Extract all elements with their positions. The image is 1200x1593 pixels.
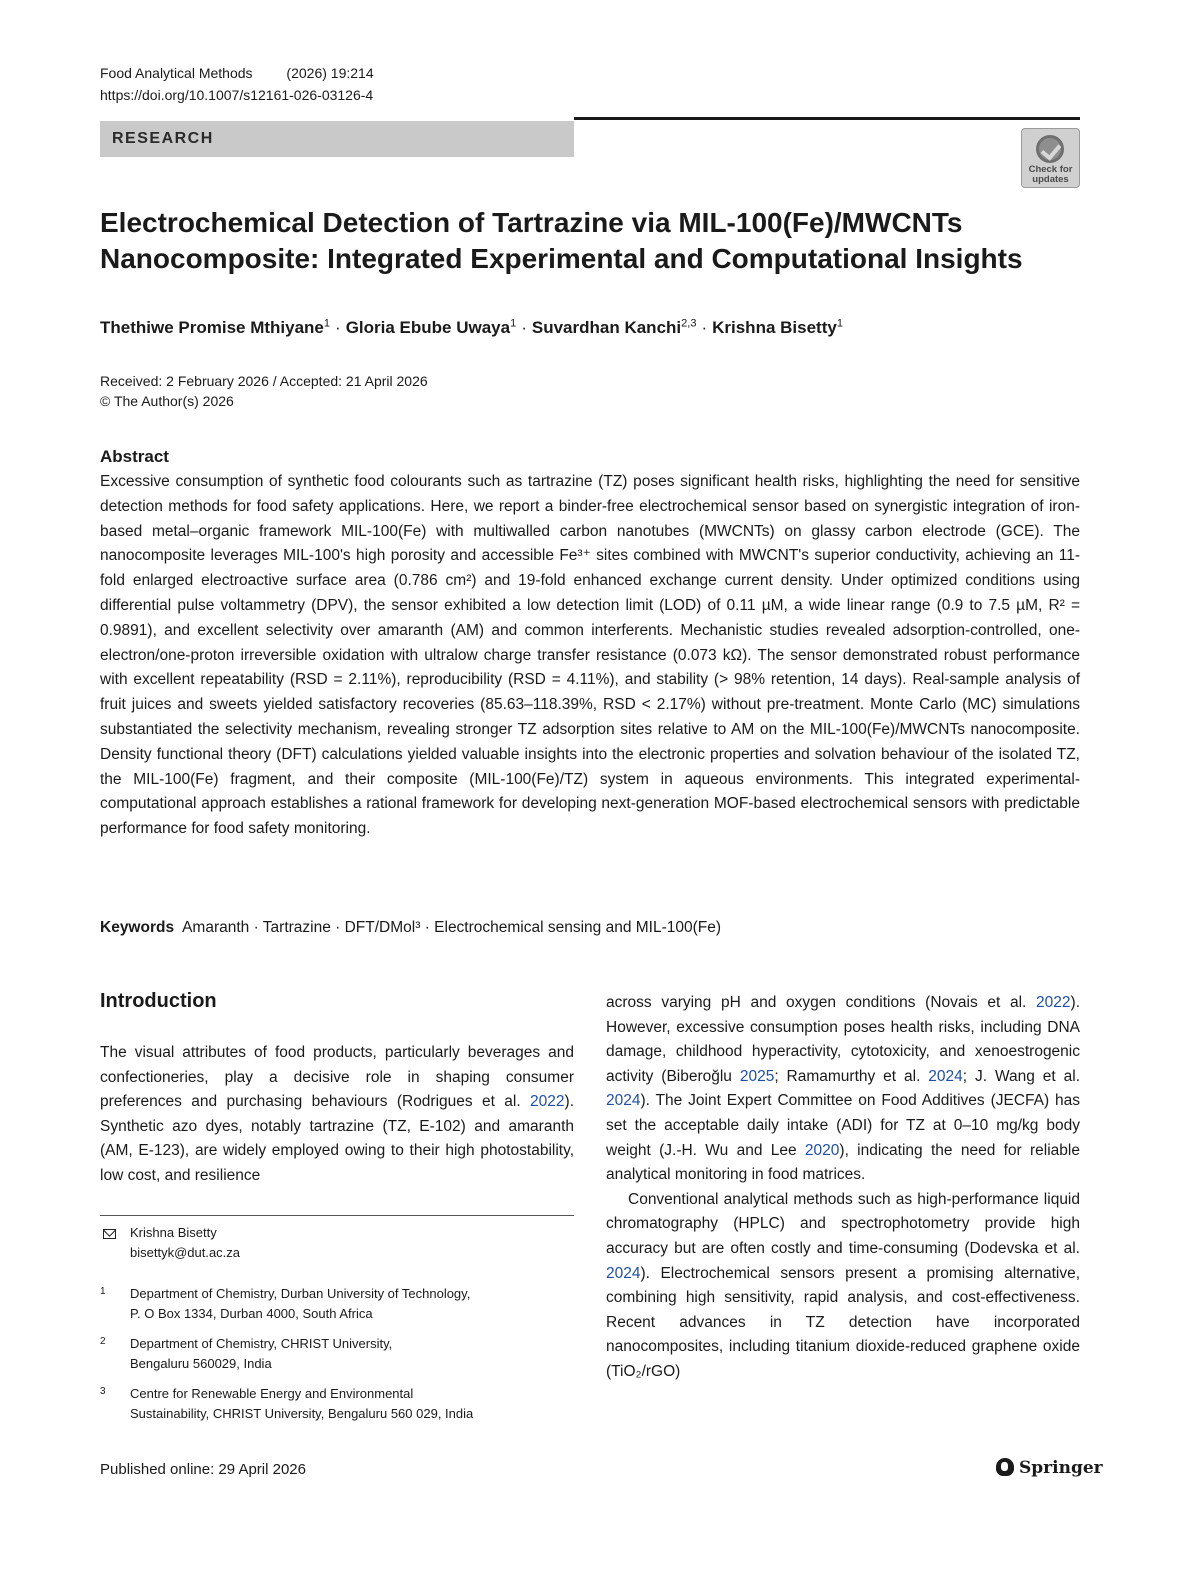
check-for-updates-badge[interactable] bbox=[1021, 128, 1080, 188]
citation-link[interactable]: 2020 bbox=[804, 1141, 840, 1159]
check-icon bbox=[1036, 135, 1064, 163]
journal-name: Food Analytical Methods bbox=[100, 65, 253, 81]
footnote-rule bbox=[100, 1215, 574, 1216]
affiliation-line: Sustainability, CHRIST University, Bengaluru 560 029, India bbox=[130, 1406, 474, 1421]
published-online: Published online: 29 April 2026 bbox=[100, 1461, 306, 1478]
title-line-1: Electrochemical Detection of Tartrazine via MIL-100(Fe)/MWCNTs bbox=[100, 207, 963, 238]
affiliation-line: Bengaluru 560029, India bbox=[130, 1356, 272, 1371]
author-3[interactable]: Suvardhan Kanchi$^{2,3}$ bbox=[531, 317, 697, 337]
paper-title bbox=[100, 205, 1080, 277]
intro-text: ). Synthetic azo dyes, notably tartrazine (TZ, E-102) and amaranth (AM, E-123), are widely employed owing to their high photostability, low cost, and resilience bbox=[100, 1093, 574, 1184]
doi-link[interactable]: https://doi.org/10.1007/s12161-026-03126-4 bbox=[100, 87, 374, 103]
author-4[interactable]: Krishna Bisetty$^1$ bbox=[712, 317, 843, 337]
affiliation-2 bbox=[100, 1334, 574, 1374]
affiliation-line: Centre for Renewable Energy and Environmental bbox=[130, 1386, 414, 1401]
publisher-logo bbox=[996, 1458, 1103, 1478]
affiliation-1 bbox=[100, 1284, 574, 1324]
corresponding-email[interactable]: bisettyk@dut.ac.za bbox=[130, 1245, 241, 1260]
check-updates-label: Check for updates bbox=[1028, 164, 1073, 185]
citation-link[interactable]: 2025 bbox=[739, 1067, 775, 1085]
author-separator: · bbox=[701, 317, 708, 337]
intro-text: The visual attributes of food products, particularly beverages and confectioneries, play a decisive role in shaping consumer preferences and purchasing behaviours (Rodrigues et al. bbox=[100, 1044, 574, 1111]
intro-paragraph: across varying pH and oxygen conditions (Novais et al. 2022). However, excessive consumption poses health risks, including DNA damage, childhood hyperactivity, cytotoxicity, and xenoestrogenic activity (Biberoğlu 2025; Ramamurthy et al. 2024; J. Wang et al. 2024). The Joint Expert Committee on Food Additives (JECFA) has set the acceptable daily intake (ADI) for TZ at 0–10 mg/kg body weight (J.-H. Wu and Lee 2020), indicating the need for reliable analytical monitoring in food matrices. bbox=[606, 994, 1080, 1184]
affiliation-line: P. O Box 1334, Durban 4000, South Africa bbox=[130, 1306, 373, 1321]
title-line-2: Nanocomposite: Integrated Experimental and Computational Insights bbox=[100, 243, 1023, 274]
abstract-text: Excessive consumption of synthetic food colourants such as tartrazine (TZ) poses significant health risks, highlighting the need for sensitive detection methods for food safety applications. Here, we report a binder-free electrochemical sensor based on synergistic integration of iron-based metal–organic framework MIL-100(Fe) with multiwalled carbon nanotubes (MWCNTs) on glassy carbon electrode (GCE). The nanocomposite leverages MIL-100's high porosity and accessible Fe³⁺ sites combined with MWCNT's superior conductivity, achieving an 11-fold enlarged electroactive surface area (0.786 cm²) and 19-fold enhanced exchange current density. Under optimized conditions using differential pulse voltammetry (DPV), the sensor exhibited a low detection limit (LOD) of 0.11 µM, a wide linear range (0.9 to 7.5 µM, R² = 0.9891), and excellent selectivity over amaranth (AM) and common interferents. Mechanistic studies revealed adsorption-controlled, one-electron/one-proton irreversible oxidation with ultralow charge transfer resistance (0.073 kΩ). The sensor demonstrated robust performance with excellent repeatability (RSD = 2.11%), reproducibility (RSD = 4.11%), and stability (> 98% retention, 14 days). Real-sample analysis of fruit juices and sweets yielded satisfactory recoveries (85.63–118.39%, RSD < 2.17%) without pre-treatment. Monte Carlo (MC) simulations substantiated the selectivity mechanism, revealing stronger TZ adsorption sites relative to AM on the MIL-100(Fe)/MWCNTs nanocomposite. Density functional theory (DFT) calculations yielded valuable insights into the electronic properties and solvation behaviour of the isolated TZ, the MIL-100(Fe) fragment, and their composite (MIL-100(Fe)/TZ) system in aqueous environments. This integrated experimental-computational approach establishes a rational framework for developing next-generation MOF-based electrochemical sensors with predictable performance for food safety monitoring. bbox=[100, 473, 1080, 838]
intro-paragraph: Conventional analytical methods such as high-performance liquid chromatography (HPLC) and spectrophotometry provide high accuracy but are often costly and time-consuming (Dodevska et al. 2024). Electrochemical sensors present a promising alternative, combining high sensitivity, rapid analysis, and cost-effectiveness. Recent advances in TZ detection have incorporated nanocomposites, including titanium dioxide-reduced graphene oxide (TiO₂/rGO) bbox=[606, 1190, 1080, 1380]
keywords-label: Keywords bbox=[100, 919, 175, 936]
journal-volume: (2026) 19:214 bbox=[286, 65, 374, 81]
author-list bbox=[100, 311, 1080, 340]
introduction-heading: Introduction bbox=[100, 990, 217, 1012]
keywords-list: Amaranth · Tartrazine · DFT/DMol³ · Electrochemical sensing and MIL-100(Fe) bbox=[182, 919, 722, 936]
abstract-heading: Abstract bbox=[100, 447, 169, 466]
journal-citation bbox=[100, 63, 374, 84]
author-separator: · bbox=[335, 317, 341, 337]
intro-right-column bbox=[606, 991, 1080, 1385]
citation-link[interactable]: 2024 bbox=[606, 1264, 641, 1282]
received-accepted: Received: 2 February 2026 / Accepted: 21 April 2026 bbox=[100, 373, 428, 389]
copyright: © The Author(s) 2026 bbox=[100, 393, 234, 409]
article-dates bbox=[100, 371, 428, 411]
publisher-name: Springer bbox=[1019, 1458, 1103, 1478]
affiliation-line: Department of Chemistry, Durban University of Technology, bbox=[130, 1286, 471, 1301]
citation-link[interactable]: 2024 bbox=[606, 1092, 641, 1110]
header-rule bbox=[574, 117, 1080, 120]
author-1[interactable]: Thethiwe Promise Mthiyane$^1$ bbox=[100, 317, 331, 337]
affiliation-number: 2 bbox=[100, 1336, 106, 1347]
affiliation-number: 1 bbox=[100, 1286, 106, 1297]
citation-link[interactable]: 2024 bbox=[928, 1067, 963, 1085]
keywords bbox=[100, 917, 1080, 939]
affiliation-number: 3 bbox=[100, 1386, 106, 1397]
citation-link[interactable]: 2022 bbox=[530, 1093, 565, 1111]
springer-horse-icon bbox=[996, 1458, 1014, 1476]
envelope-icon bbox=[103, 1229, 116, 1239]
article-type-band: RESEARCH bbox=[100, 121, 574, 157]
affiliation-3 bbox=[100, 1384, 574, 1424]
corresponding-author bbox=[130, 1223, 240, 1263]
author-2[interactable]: Gloria Ebube Uwaya$^1$ bbox=[345, 317, 517, 337]
affiliation-line: Department of Chemistry, CHRIST University, bbox=[130, 1336, 393, 1351]
corresponding-name: Krishna Bisetty bbox=[130, 1225, 217, 1240]
citation-link[interactable]: 2022 bbox=[1036, 994, 1071, 1011]
author-separator: · bbox=[521, 317, 527, 337]
intro-left-column bbox=[100, 1041, 574, 1189]
